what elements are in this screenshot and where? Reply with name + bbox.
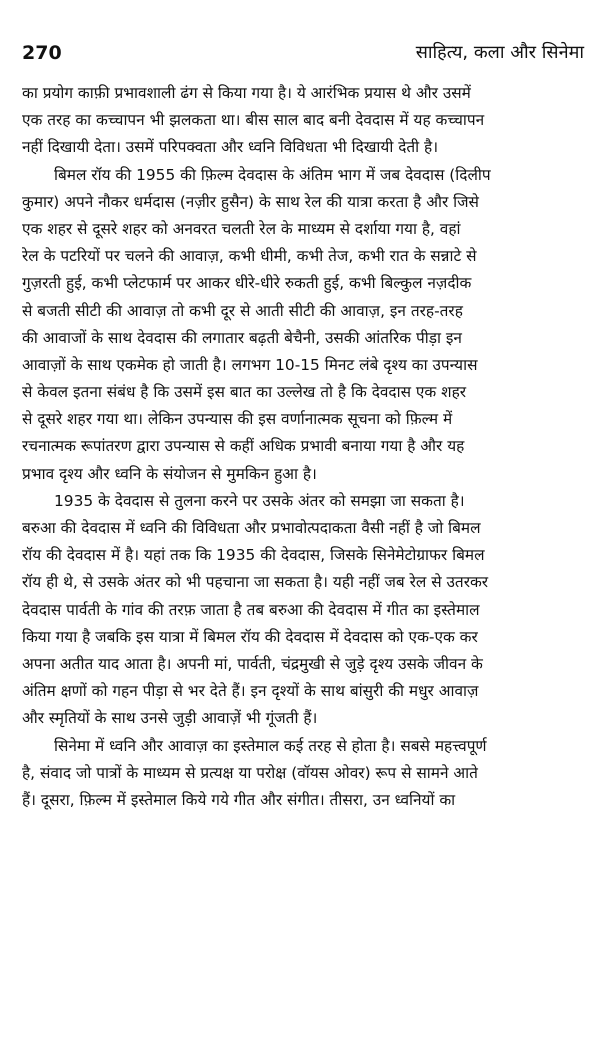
text-line: देवदास पार्वती के गांव की तरफ़ जाता है तब बरुआ की देवदास में गीत का इस्तेमाल <box>22 600 480 619</box>
text-line: रॉय ही थे, से उसके अंतर को भी पहचाना जा सकता है। यही नहीं जब रेल से उतरकर <box>22 573 489 592</box>
text-line: रचनात्मक रूपांतरण द्वारा उपन्यास से कहीं अधिक प्रभावी बनाया गया है और यह <box>22 437 465 456</box>
text-line: हैं। दूसरा, फ़िल्म में इस्तेमाल किये गये गीत और संगीत। तीसरा, उन ध्वनियों का <box>22 790 456 809</box>
text-line: अंतिम क्षणों को गहन पीड़ा से भर देते हैं। इन दृश्यों के साथ बांसुरी की मधुर आवाज़ <box>22 682 479 701</box>
paragraph <box>22 488 584 733</box>
text-line: एक शहर से दूसरे शहर को अनवरत चलती रेल के माध्यम से दर्शाया गया है, वहां <box>22 219 461 238</box>
text-line: प्रभाव दृश्य और ध्वनि के संयोजन से मुमकिन हुआ है। <box>22 464 317 483</box>
text-line: से दूसरे शहर गया था। लेकिन उपन्यास की इस वर्णानात्मक सूचना को फ़िल्म में <box>22 410 453 429</box>
page-header <box>22 40 584 66</box>
text-line: एक तरह का कच्चापन भी झलकता था। बीस साल बाद बनी देवदास में यह कच्चापन <box>22 111 485 130</box>
text-line: सिनेमा में ध्वनि और आवाज़ का इस्तेमाल कई तरह से होता है। सबसे महत्त्वपूर्ण <box>54 736 487 755</box>
text-line: से बजती सीटी की आवाज़ तो कभी दूर से आती सीटी की आवाज़, इन तरह-तरह <box>22 301 463 320</box>
text-line: कुमार) अपने नौकर धर्मदास (नज़ीर हुसैन) के साथ रेल की यात्रा करता है और जिसे <box>22 192 479 211</box>
text-line: नहीं दिखायी देता। उसमें परिपक्वता और ध्वनि विविधता भी दिखायी देती है। <box>22 138 439 157</box>
text-line: से केवल इतना संबंध है कि उसमें इस बात का उल्लेख तो है कि देवदास एक शहर <box>22 383 467 402</box>
text-line: किया गया है जबकि इस यात्रा में बिमल रॉय की देवदास में देवदास को एक-एक कर <box>22 627 478 646</box>
text-line: अपना अतीत याद आता है। अपनी मां, पार्वती, चंद्रमुखी से जुड़े दृश्य उसके जीवन के <box>22 654 483 673</box>
text-line: रॉय की देवदास में है। यहां तक कि 1935 की देवदास, जिसके सिनेमेटोग्राफर बिमल <box>22 546 485 565</box>
text-line: रेल के पटरियों पर चलने की आवाज़, कभी धीमी, कभी तेज, कभी रात के सन्नाटे से <box>22 247 477 266</box>
paragraph <box>22 162 584 488</box>
running-title: साहित्य, कला और सिनेमा <box>415 42 584 63</box>
text-line: बिमल रॉय की 1955 की फ़िल्म देवदास के अंतिम भाग में जब देवदास (दिलीप <box>54 165 491 184</box>
text-line: 1935 के देवदास से तुलना करने पर उसके अंतर को समझा जा सकता है। <box>54 491 465 510</box>
text-line: का प्रयोग काफ़ी प्रभावशाली ढंग से किया गया है। ये आरंभिक प्रयास थे और उसमें <box>22 84 471 102</box>
text-line: की आवाजों के साथ देवदास की लगातार बढ़ती बेचैनी, उसकी आंतरिक पीड़ा इन <box>22 328 462 347</box>
paragraph <box>22 80 584 162</box>
text-line: बरुआ की देवदास में ध्वनि की विविधता और प्रभावोत्पदाकता वैसी नहीं है जो बिमल <box>22 519 481 537</box>
paragraph <box>22 733 584 815</box>
text-line: आवाज़ों के साथ एकमेक हो जाती है। लगभग 10-15 मिनट लंबे दृश्य का उपन्यास <box>22 355 478 374</box>
page-number: 270 <box>22 42 62 64</box>
body-text <box>22 80 584 814</box>
text-line: है, संवाद जो पात्रों के माध्यम से प्रत्यक्ष या परोक्ष (वॉयस ओवर) रूप से सामने आते <box>22 763 478 782</box>
text-line: गुज़रती हुई, कभी प्लेटफार्म पर आकर धीरे-धीरे रुकती हुई, कभी बिल्कुल नज़दीक <box>22 274 472 293</box>
text-line: और स्मृतियों के साथ उनसे जुड़ी आवाज़ें भी गूंजती हैं। <box>22 709 318 728</box>
